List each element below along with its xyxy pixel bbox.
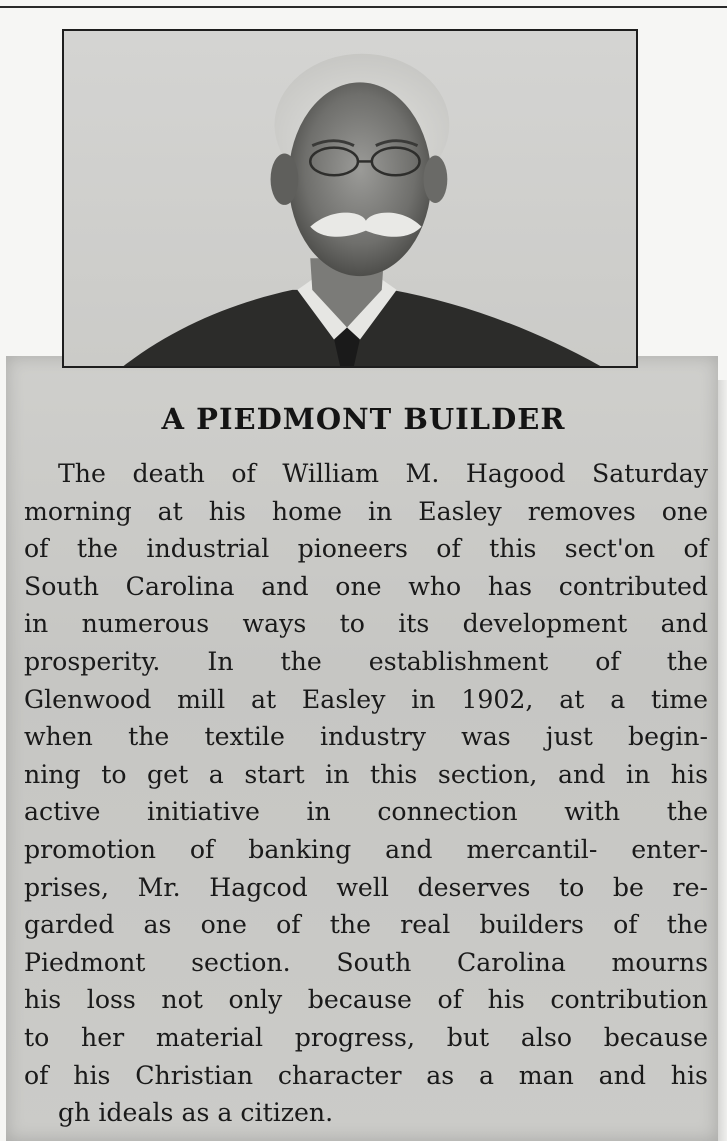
article-line: when the textile industry was just begin- [24, 722, 708, 752]
article-line: gh ideals as a citizen. [58, 1098, 334, 1128]
article-line: garded as one of the real builders of the [24, 910, 708, 940]
article-line: Glenwood mill at Easley in 1902, at a time [24, 684, 708, 714]
clipping-edge [718, 380, 727, 1141]
article-line: active initiative in connection with the [24, 797, 708, 827]
article-line: prises, Mr. Hagcod well deserves to be re- [24, 872, 708, 902]
article-line: to her material progress, but also because [24, 1022, 708, 1052]
article-line: South Carolina and one who has contributed [24, 571, 708, 601]
article-line: The death of William M. Hagood Saturday [58, 459, 708, 488]
portrait-photo [62, 29, 638, 368]
article-line: promotion of banking and mercantil- enter- [24, 834, 708, 864]
article-body [24, 455, 708, 1132]
article-headline: A PIEDMONT BUILDER [161, 402, 566, 436]
top-rule [0, 6, 727, 8]
article-line: prosperity. In the establishment of the [24, 646, 708, 676]
article-line: his loss not only because of his contribution [24, 985, 708, 1015]
article-line: of his Christian character as a man and his [24, 1060, 708, 1090]
portrait-image [64, 31, 636, 366]
article-line: of the industrial pioneers of this sect'on of [24, 534, 708, 564]
article-line: morning at his home in Easley removes one [24, 496, 708, 526]
article-line: ning to get a start in this section, and in his [24, 759, 708, 789]
article-line: Piedmont section. South Carolina mourns [24, 947, 708, 977]
article-line: in numerous ways to its development and [24, 609, 708, 639]
